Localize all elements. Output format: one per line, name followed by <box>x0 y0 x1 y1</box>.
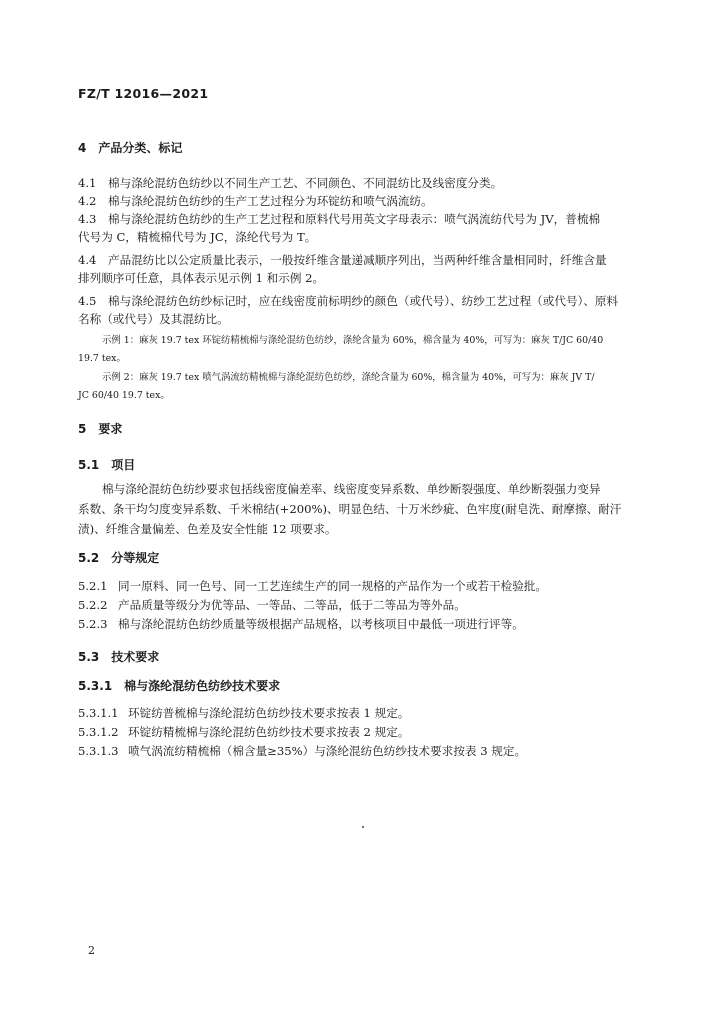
clause-4-4-cont: 排列顺序可任意，具体表示见示例 1 和示例 2。 <box>78 271 325 285</box>
section-5-1-para-cont: 系数、条干均匀度变异系数、千米棉结(+200%)、明显色结、十万米纱疵、色牢度(耐皂洗、耐摩擦、耐汗 <box>78 502 622 516</box>
clause-text: 产品混纺比以公定质量比表示，一般按纤维含量递减顺序列出，当两种纤维含量相同时，纤维含量 <box>108 253 607 267</box>
section-4-heading: 4 产品分类、标记 <box>78 141 183 155</box>
scan-speck <box>362 826 364 828</box>
clause-text: 同一原料、同一色号、同一工艺连续生产的同一规格的产品作为一个或若干检验批。 <box>118 579 547 593</box>
clause-number: 4.2 <box>78 194 97 208</box>
clause-5-2-2 <box>78 598 466 613</box>
clause-text: 棉与涤纶混纺色纺纱质量等级根据产品规格，以考核项目中最低一项进行评等。 <box>118 617 524 631</box>
clause-number: 4.1 <box>78 176 97 190</box>
section-5-1-para: 棉与涤纶混纺色纺纱要求包括线密度偏差率、线密度变异系数、单纱断裂强度、单纱断裂强力变异 <box>102 482 601 496</box>
section-5-heading: 5 要求 <box>78 422 123 436</box>
clause-4-3 <box>78 212 600 227</box>
clause-4-2 <box>78 194 433 209</box>
section-5-3-1-heading: 5.3.1 棉与涤纶混纺色纺纱技术要求 <box>78 679 281 693</box>
clause-5-3-1-2 <box>78 725 409 740</box>
clause-number: 5.3.1.1 <box>78 706 119 720</box>
section-5-1-heading: 5.1 项目 <box>78 458 136 472</box>
clause-5-3-1-3 <box>78 744 526 759</box>
page-number: 2 <box>88 944 95 957</box>
clause-number: 4.4 <box>78 253 97 267</box>
clause-text: 环锭纺精梳棉与涤纶混纺色纺纱技术要求按表 2 规定。 <box>128 725 410 739</box>
clause-text: 棉与涤纶混纺色纺纱标记时，应在线密度前标明纱的颜色（或代号）、纺纱工艺过程（或代号）、原料 <box>108 294 619 308</box>
standard-code: FZ/T 12016—2021 <box>78 86 209 101</box>
section-5-1-para-cont: 渍)、纤维含量偏差、色差及安全性能 12 项要求。 <box>78 522 337 536</box>
clause-text: 棉与涤纶混纺色纺纱以不同生产工艺、不同颜色、不同混纺比及线密度分类。 <box>108 176 503 190</box>
example-2-cont: JC 60/40 19.7 tex。 <box>78 390 170 401</box>
clause-text: 环锭纺普梳棉与涤纶混纺色纺纱技术要求按表 1 规定。 <box>128 706 410 720</box>
clause-text: 棉与涤纶混纺色纺纱的生产工艺过程和原料代号用英文字母表示：喷气涡流纺代号为 JV，普梳棉 <box>108 212 601 226</box>
clause-number: 5.2.2 <box>78 598 108 612</box>
clause-number: 5.3.1.3 <box>78 744 119 758</box>
clause-4-5 <box>78 294 618 309</box>
clause-5-2-1 <box>78 579 547 594</box>
clause-number: 5.3.1.2 <box>78 725 119 739</box>
clause-number: 5.2.3 <box>78 617 108 631</box>
clause-4-3-cont: 代号为 C，精梳棉代号为 JC，涤纶代号为 T。 <box>78 230 317 244</box>
clause-text: 产品质量等级分为优等品、一等品、二等品，低于二等品为等外品。 <box>118 598 466 612</box>
clause-4-4 <box>78 253 607 268</box>
example-1: 示例 1：麻灰 19.7 tex 环锭纺精梳棉与涤纶混纺色纺纱，涤纶含量为 60%，棉含量为 40%，可写为：麻灰 T/JC 60/40 <box>102 335 604 346</box>
clause-text: 喷气涡流纺精梳棉（棉含量≥35%）与涤纶混纺色纺纱技术要求按表 3 规定。 <box>128 744 527 758</box>
example-1-cont: 19.7 tex。 <box>78 353 126 364</box>
clause-number: 4.3 <box>78 212 97 226</box>
example-2: 示例 2：麻灰 19.7 tex 喷气涡流纺精梳棉与涤纶混纺色纺纱，涤纶含量为 60%，棉含量为 40%，可写为：麻灰 JV T/ <box>102 372 595 383</box>
clause-4-5-cont: 名称（或代号）及其混纺比。 <box>78 312 229 326</box>
clause-number: 4.5 <box>78 294 97 308</box>
clause-4-1 <box>78 176 502 191</box>
clause-number: 5.2.1 <box>78 579 108 593</box>
section-5-3-heading: 5.3 技术要求 <box>78 650 160 664</box>
section-5-2-heading: 5.2 分等规定 <box>78 551 160 565</box>
clause-5-2-3 <box>78 617 524 632</box>
clause-text: 棉与涤纶混纺色纺纱的生产工艺过程分为环锭纺和喷气涡流纺。 <box>108 194 433 208</box>
clause-5-3-1-1 <box>78 706 409 721</box>
